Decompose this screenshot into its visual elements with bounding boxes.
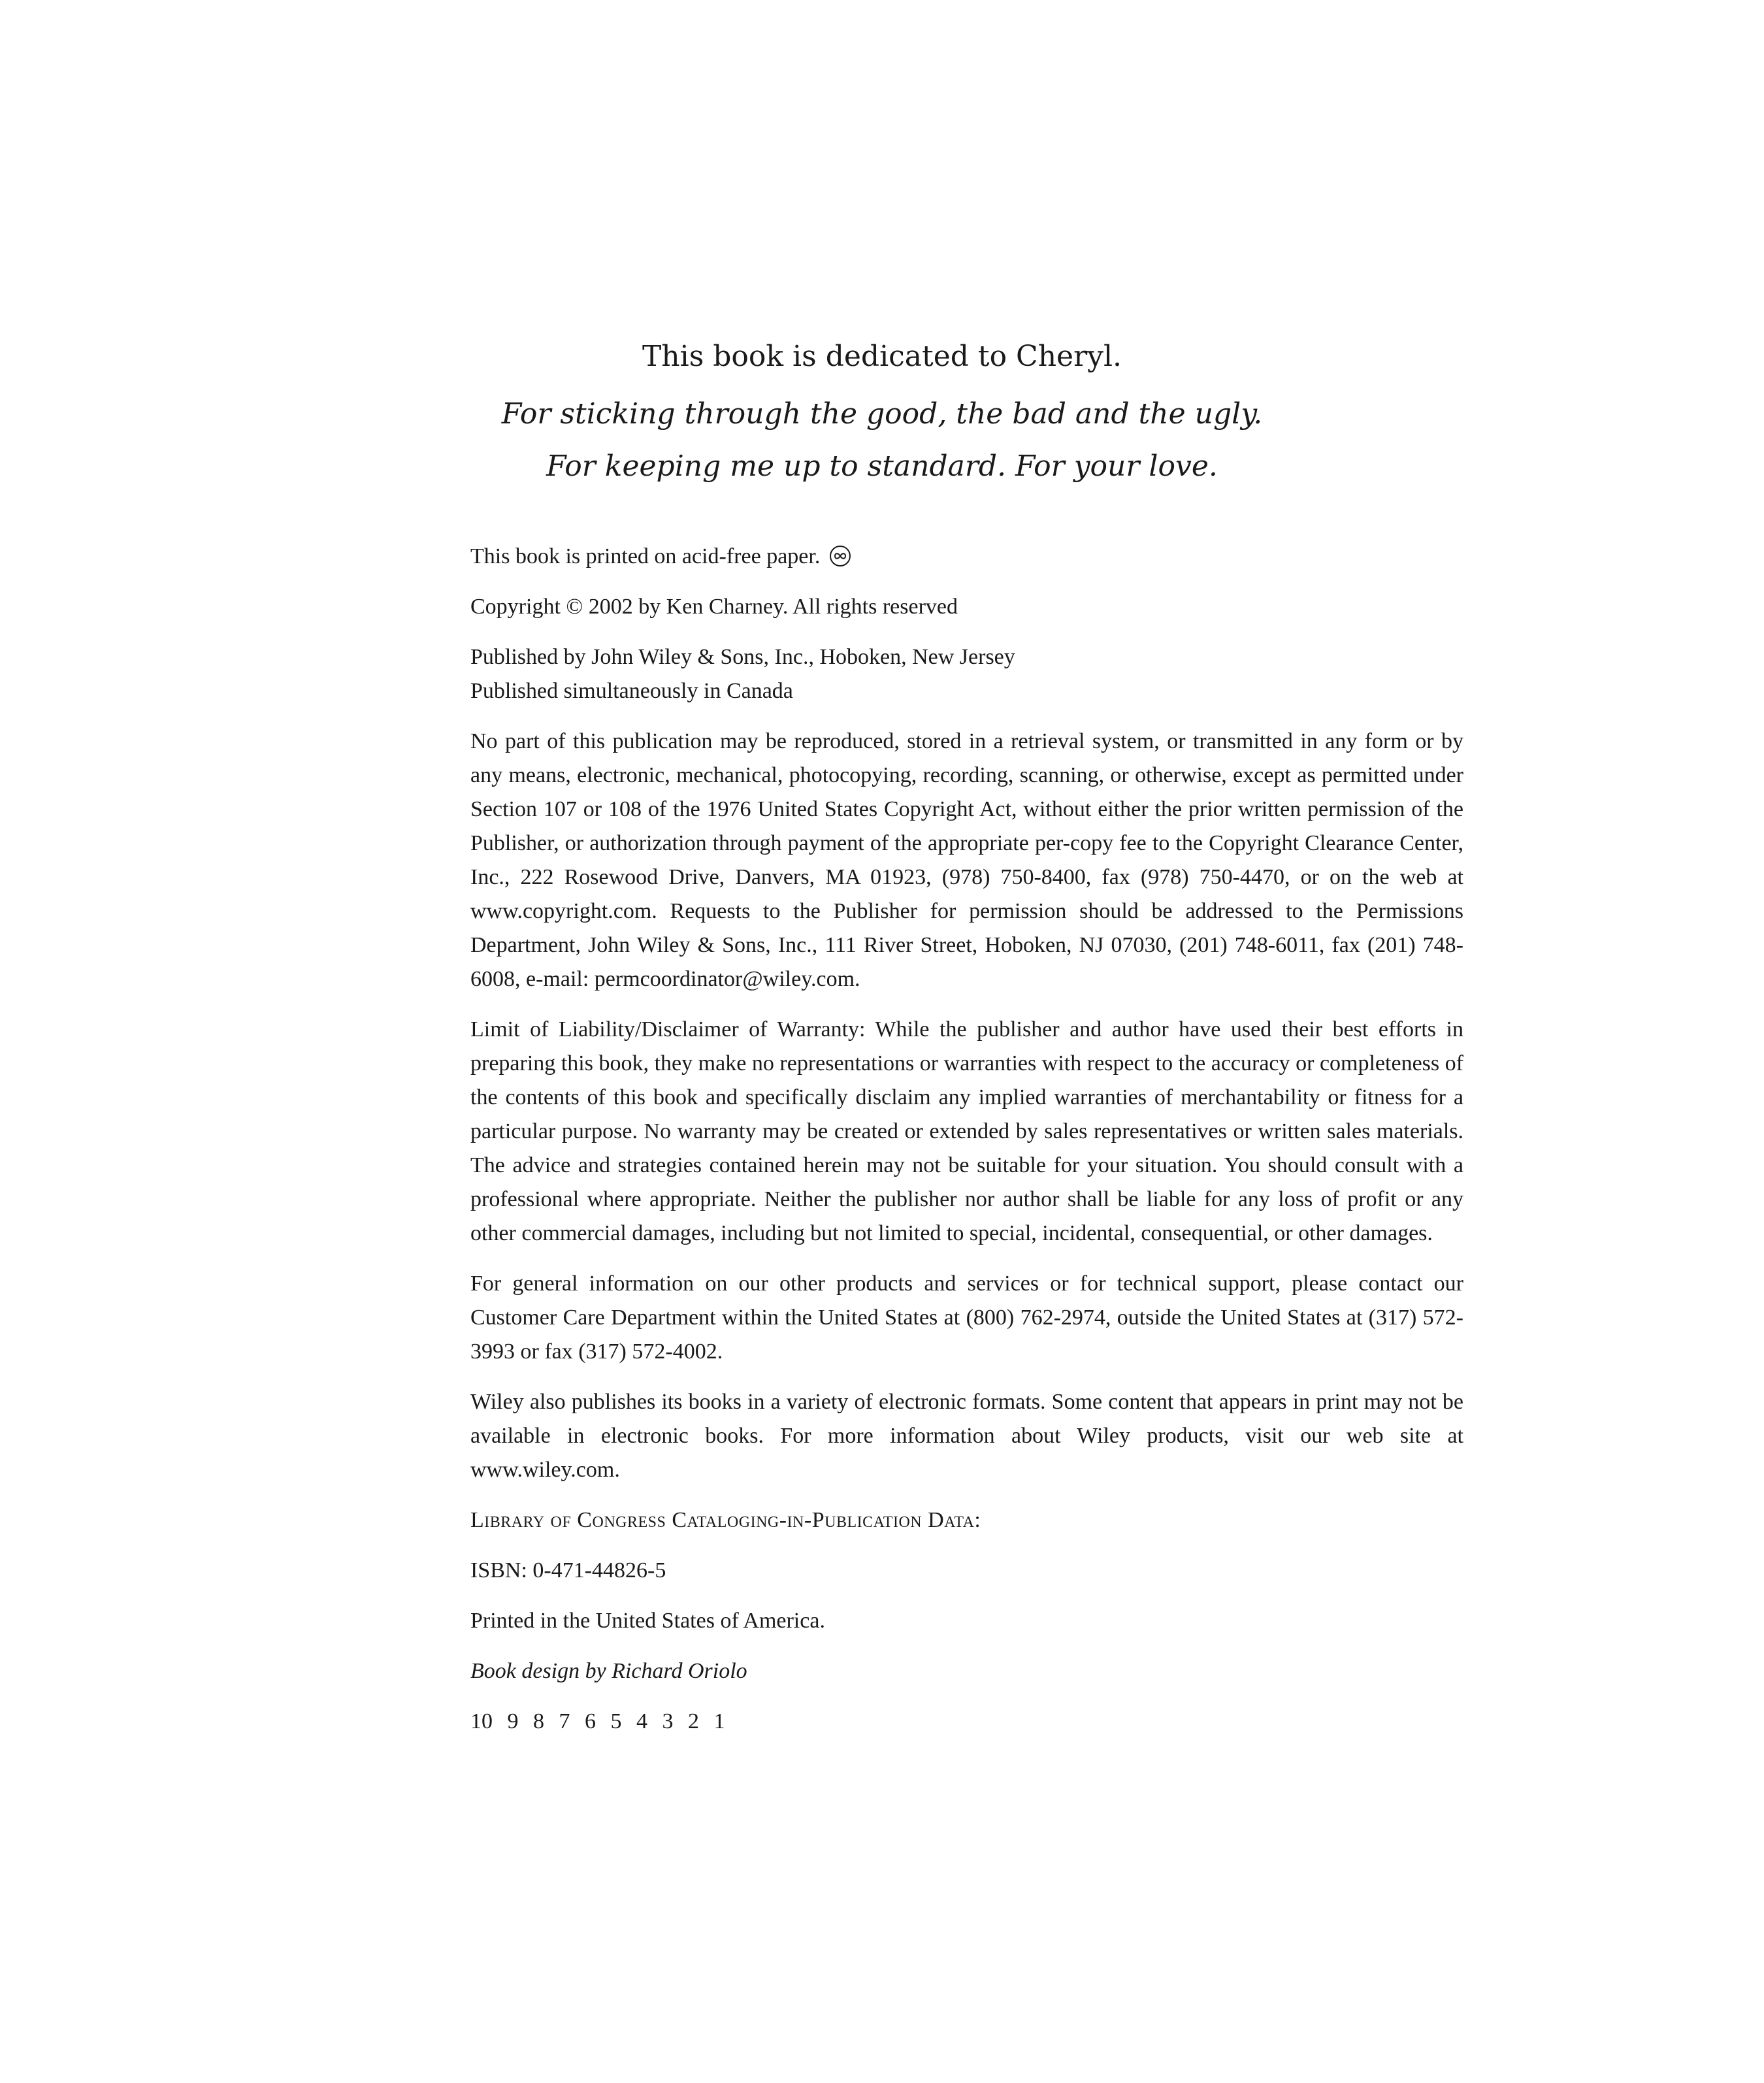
infinity-circle-icon bbox=[829, 545, 851, 567]
permissions-paragraph: No part of this publication may be reproduced, stored in a retrieval system, or transmitted in any form or by any means, electronic, mechanical, photocopying, recording, scanning, or otherwise, except as permitted under Section 107 or 108 of the 1976 United States Copyright Act, without either the prior written permission of the Publisher, or authorization through payment of the appropriate per-copy fee to the Copyright Clearance Center, Inc., 222 Rosewood Drive, Danvers, MA 01923, (978) 750-8400, fax (978) 750-4470, or on the web at www.copyright.com. Requests to the Publisher for permission should be addressed to the Permissions Department, John Wiley & Sons, Inc., 111 River Street, Hoboken, NJ 07030, (201) 748-6011, fax (201) 748-6008, e-mail: permcoordinator@wiley.com. bbox=[470, 729, 1463, 991]
support-paragraph: For general information on our other products and services or for technical support, please contact our Customer Care Department within the United States at (800) 762-2974, outside the United States at (317) 572-3993 or fax (317) 572-4002. bbox=[470, 1271, 1463, 1364]
publisher-info bbox=[470, 640, 1463, 708]
printed-in: Printed in the United States of America. bbox=[470, 1609, 825, 1633]
liability-paragraph: Limit of Liability/Disclaimer of Warranty: While the publisher and author have used their best efforts in preparing this book, they make no representations or warranties with respect to the accuracy or completeness of the contents of this book and specifically disclaim any implied warranties of merchantability or fitness for a particular purpose. No warranty may be created or extended by sales representatives or written sales materials. The advice and strategies contained herein may not be suitable for your situation. You should consult with a professional where appropriate. Neither the publisher nor author shall be liable for any loss of profit or any other commercial damages, including but not limited to special, incidental, consequential, or other damages. bbox=[470, 1017, 1463, 1245]
printer-key-line: 10 9 8 7 6 5 4 3 2 1 bbox=[470, 1709, 725, 1733]
dedication-line-2: For keeping me up to standard. For your love. bbox=[546, 450, 1218, 483]
isbn: ISBN: 0-471-44826-5 bbox=[470, 1558, 666, 1583]
published-canada: Published simultaneously in Canada bbox=[470, 679, 793, 703]
book-design-credit: Book design by Richard Oriolo bbox=[470, 1659, 747, 1683]
acid-free-notice bbox=[470, 540, 1463, 574]
acid-free-text: This book is printed on acid-free paper. bbox=[470, 544, 821, 568]
dedication-line-1: For sticking through the good, the bad and the ugly. bbox=[501, 397, 1263, 431]
dedication-title: This book is dedicated to Cheryl. bbox=[642, 340, 1122, 373]
copyright-block bbox=[470, 540, 1463, 1755]
electronic-formats-paragraph: Wiley also publishes its books in a variety of electronic formats. Some content that appears in print may not be available in electronic books. For more information about Wiley products, visit our web site at www.wiley.com. bbox=[470, 1390, 1463, 1482]
loc-cataloging-heading: Library of Congress Cataloging-in-Publication Data: bbox=[470, 1508, 981, 1532]
copyright-line: Copyright © 2002 by Ken Charney. All rights reserved bbox=[470, 595, 958, 619]
published-by: Published by John Wiley & Sons, Inc., Hoboken, New Jersey bbox=[470, 645, 1015, 669]
